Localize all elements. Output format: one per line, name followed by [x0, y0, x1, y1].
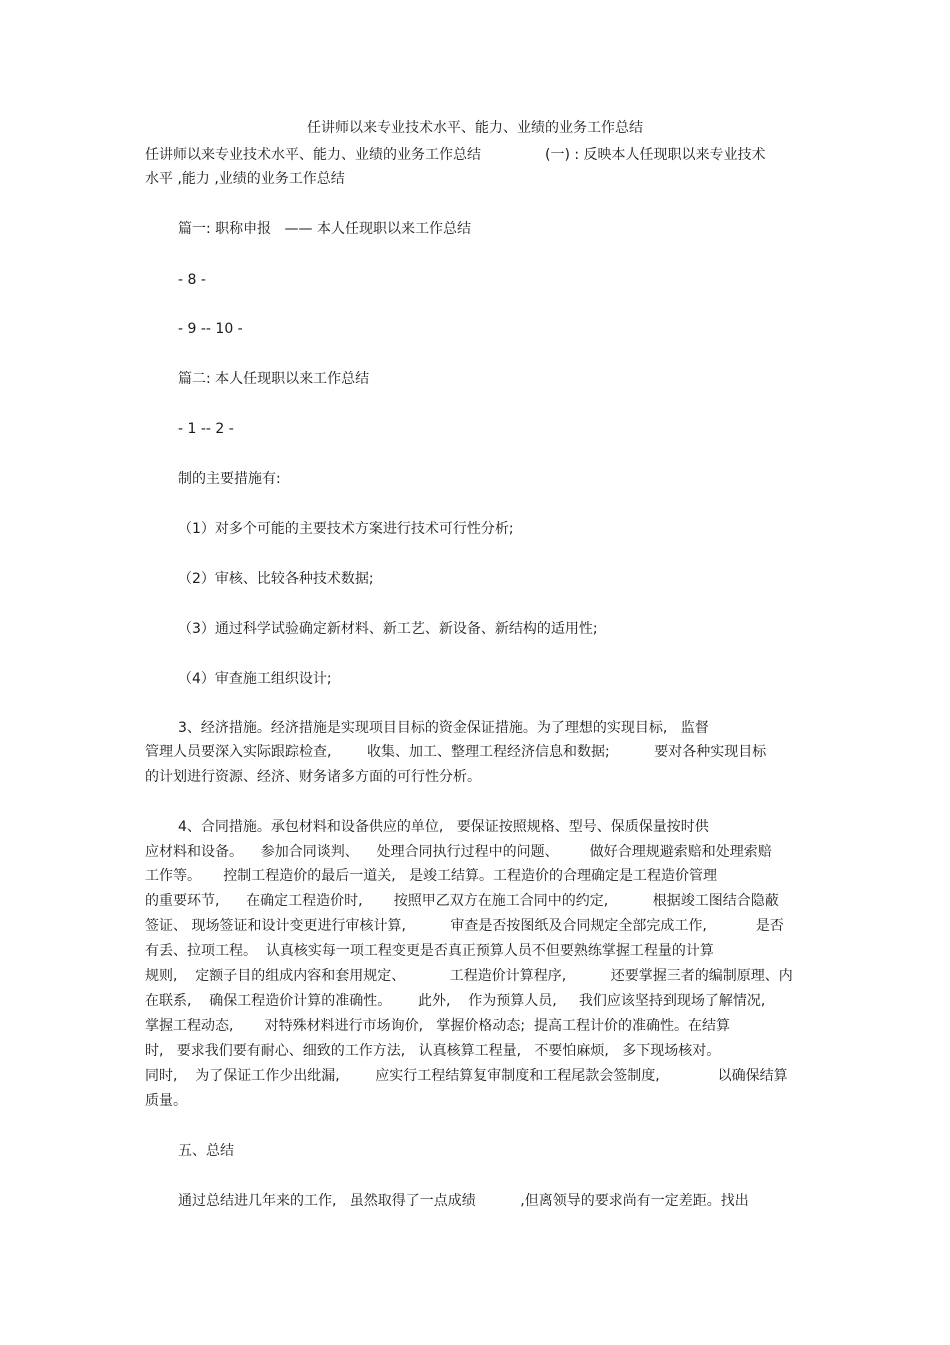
page-marker: - 1 -- 2 -: [178, 421, 234, 437]
contract-line: 规则, 定额子目的组成内容和套用规定、 工程造价计算程序, 还要掌握三者的编制原理、内: [145, 968, 793, 984]
contract-line: 在联系, 确保工程造价计算的准确性。 此外, 作为预算人员, 我们应该坚持到现场了解情况,: [145, 993, 766, 1009]
contract-line: 时, 要求我们要有耐心、细致的工作方法, 认真核算工程量, 不要怕麻烦, 多下现场核对。: [145, 1043, 721, 1059]
contract-line: 签证、 现场签证和设计变更进行审核计算, 审查是否按图纸及合同规定全部完成工作, 是否: [145, 918, 784, 934]
measure-item: （2）审核、比较各种技术数据;: [178, 571, 374, 587]
page-marker: - 8 -: [178, 272, 206, 288]
contract-line: 掌握工程动态, 对特殊材料进行市场询价, 掌握价格动态; 提高工程计价的准确性。在结算: [145, 1018, 731, 1034]
economic-line: 的计划进行资源、经济、财务诸多方面的可行性分析。: [145, 769, 481, 785]
section5-heading: 五、总结: [178, 1143, 234, 1159]
economic-line: 管理人员要深入实际跟踪检查, 收集、加工、整理工程经济信息和数据; 要对各种实现目标: [145, 744, 767, 760]
contract-line: 同时, 为了保证工作少出纰漏, 应实行工程结算复审制度和工程尾款会签制度, 以确保结算: [145, 1068, 788, 1084]
contract-line: 4、合同措施。承包材料和设备供应的单位, 要保证按照规格、型号、保质保量按时供: [178, 819, 709, 835]
contract-line: 工作等。 控制工程造价的最后一道关, 是竣工结算。工程造价的合理确定是工程造价管理: [145, 868, 718, 884]
document-title: 任讲师以来专业技术水平、能力、业绩的业务工作总结: [307, 120, 643, 136]
economic-line: 3、经济措施。经济措施是实现项目目标的资金保证措施。为了理想的实现目标, 监督: [178, 720, 709, 736]
measure-item: （1）对多个可能的主要技术方案进行技术可行性分析;: [178, 521, 514, 537]
contract-line: 应材料和设备。 参加合同谈判、 处理合同执行过程中的问题、 做好合理规避索赔和处理索赔: [145, 844, 772, 860]
summary-line: 通过总结进几年来的工作, 虽然取得了一点成绩 ,但离领导的要求尚有一定差距。找出: [178, 1193, 749, 1209]
measures-intro: 制的主要措施有:: [178, 471, 281, 487]
piece1-heading: 篇一: 职称申报 —— 本人任现职以来工作总结: [178, 221, 471, 237]
measure-item: （3）通过科学试验确定新材料、新工艺、新设备、新结构的适用性;: [178, 621, 598, 637]
intro-line-1-right: (一) : 反映本人任现职以来专业技术: [545, 147, 766, 163]
page-marker: - 9 -- 10 -: [178, 321, 243, 337]
contract-line: 质量。: [145, 1093, 187, 1109]
contract-line: 的重要环节, 在确定工程造价时, 按照甲乙双方在施工合同中的约定, 根据竣工图结合隐蔽: [145, 893, 779, 909]
intro-line-2: 水平 ,能力 ,业绩的业务工作总结: [145, 171, 345, 187]
contract-line: 有丢、拉项工程。 认真核实每一项工程变更是否真正预算人员不但要熟练掌握工程量的计算: [145, 943, 714, 959]
intro-line-1-left: 任讲师以来专业技术水平、能力、业绩的业务工作总结: [145, 147, 481, 163]
measure-item: （4）审查施工组织设计;: [178, 671, 332, 687]
piece2-heading: 篇二: 本人任现职以来工作总结: [178, 371, 370, 387]
